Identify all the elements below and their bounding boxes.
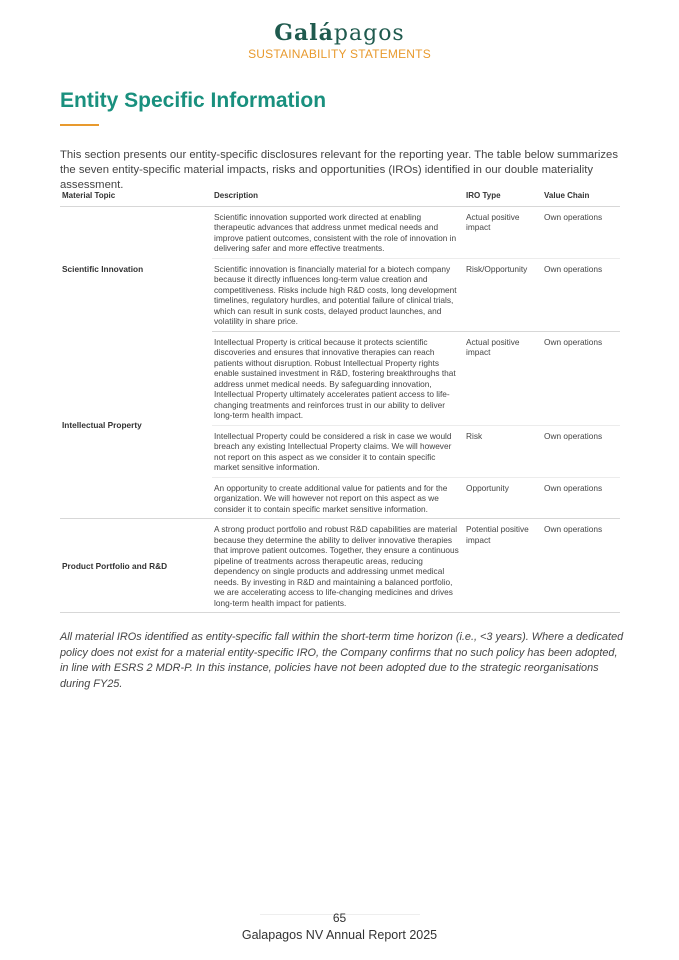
iro-type-cell: Actual positive impact: [464, 331, 542, 425]
page-header: [0, 20, 679, 61]
closing-paragraph: All material IROs identified as entity-specific fall within the short‑term time horizon (i.e., <3 years). Where a dedicated policy does not exist for a material entity‑specific IRO, the Company confirms that no such policy has been adopted, in line with ESRS 2 MDR‑P. In this instance, policies have not been adopted due to the strategic reorganisations during FY25.: [60, 631, 624, 690]
topic-cell: Product Portfolio and R&D: [60, 519, 212, 613]
table-header-row: [60, 190, 620, 206]
description-cell: An opportunity to create additional value for patients and for the organization. We will however not report on this aspect as we consider it to contain specific market sensitive information.: [212, 477, 464, 519]
description-cell: A strong product portfolio and robust R&D capabilities are material because they determine the ability to deliver innovative therapies that improve patient outcomes. Together, they ensure a continuous pipeline of treatments across therapeutic areas, reducing dependency on single products and addressing unmet medical needs. By investing in R&D and maintaining a balanced portfolio, we are accelerating access to life-changing medicines and drives long-term health impact for patients.: [212, 519, 464, 613]
value-chain-cell: Own operations: [542, 331, 620, 425]
logo-light-part: pagos: [333, 21, 405, 46]
page-title: Entity Specific Information: [60, 89, 327, 112]
table-row: [60, 206, 620, 258]
table-row: [60, 331, 620, 425]
topic-cell: Scientific Innovation: [62, 264, 144, 274]
section-subtitle: SUSTAINABILITY STATEMENTS: [248, 47, 431, 61]
intro-paragraph: This section presents our entity‑specific disclosures relevant for the reporting year. The table below summarizes the seven entity-specific material impacts, risks and opportunities (IROs) identified in our double materiality assessment.: [60, 149, 618, 191]
iro-type-cell: Opportunity: [464, 477, 542, 519]
report-name: Galapagos NV Annual Report 2025: [241, 928, 438, 942]
header-material-topic: Material Topic: [60, 190, 212, 206]
iro-type-cell: Risk: [464, 425, 542, 477]
galapagos-logo: [0, 20, 679, 46]
description-cell: Scientific innovation is financially material for a biotech company because it directly influences long-term value creation and competitiveness. Risks include high R&D costs, long development timelines, regulatory hurdles, and potential failure of clinical trials, which can result in sunk costs, delayed product launches, and volatility in share price.: [212, 258, 464, 331]
page-number: 65: [332, 911, 347, 925]
description-cell: Scientific innovation supported work directed at enabling therapeutic advances that address unmet medical needs and improve patient outcomes, consistent with the role of innovation in delivering safer and more effective treatments.: [212, 206, 464, 258]
header-value-chain: Value Chain: [542, 190, 620, 206]
topic-cell: Intellectual Property: [60, 331, 212, 519]
value-chain-cell: Own operations: [542, 519, 620, 613]
header-iro-type: IRO Type: [464, 190, 542, 206]
iro-table: [60, 190, 620, 613]
iro-type-cell: Risk/Opportunity: [464, 258, 542, 331]
title-underline: [60, 124, 99, 126]
iro-type-cell: Potential positive impact: [464, 519, 542, 613]
header-description: Description: [212, 190, 464, 206]
value-chain-cell: Own operations: [542, 425, 620, 477]
logo-bold-part: Galá: [274, 20, 334, 46]
description-cell: Intellectual Property could be considered a risk in case we would breach any existing Intellectual Property claims. We will however not report on this aspect as we consider it to contain specific market sensitive information.: [212, 425, 464, 477]
iro-type-cell: Actual positive impact: [464, 206, 542, 258]
value-chain-cell: Own operations: [542, 206, 620, 258]
value-chain-cell: Own operations: [542, 477, 620, 519]
description-cell: Intellectual Property is critical because it protects scientific discoveries and ensures that innovative therapies can reach patients without disruption. Robust Intellectual Property rights enable sustained investment in R&D, fostering breakthroughs that address unmet medical needs. By safeguarding innovation, Intellectual Property ultimately accelerates patient access to life-changing treatments and reinforces trust in our ability to deliver long-term health impact.: [212, 331, 464, 425]
table-row: [60, 519, 620, 613]
value-chain-cell: Own operations: [542, 258, 620, 331]
